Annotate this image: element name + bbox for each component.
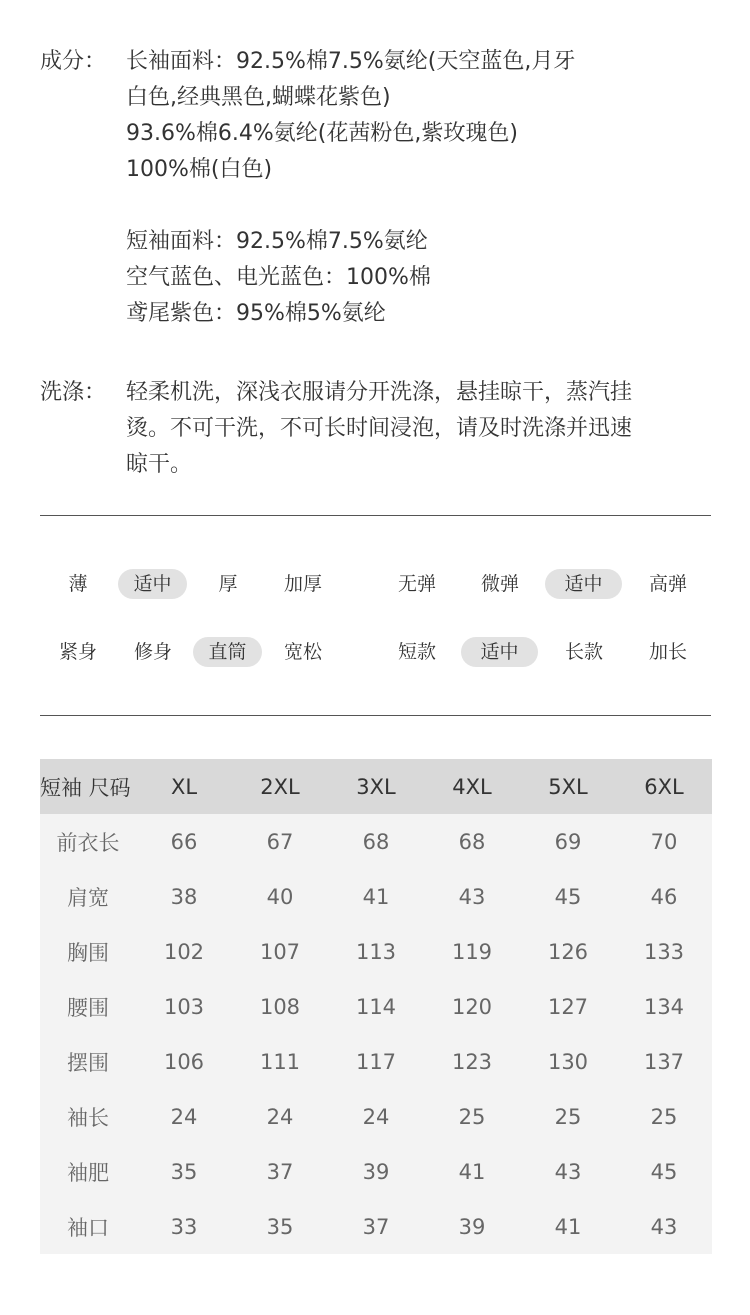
table-cell: 24: [170, 1104, 198, 1129]
table-cell: 38: [170, 884, 198, 909]
row-label: 袖肥: [67, 1160, 109, 1185]
table-row: [40, 1144, 712, 1199]
table-cell: 43: [554, 1159, 582, 1184]
wash-line: 轻柔机洗，深浅衣服请分开洗涤，悬挂晾干，蒸汽挂: [126, 380, 633, 405]
attr-option: 加长: [648, 641, 687, 663]
row-label: 肩宽: [67, 885, 109, 910]
composition-section: [40, 44, 712, 332]
table-cell: 68: [458, 829, 486, 854]
table-cell: 24: [362, 1104, 390, 1129]
attr-option: 薄: [68, 573, 88, 595]
wash-line: 晾干。: [126, 452, 193, 477]
composition-short-sleeve-line: 空气蓝色、电光蓝色：100%棉: [126, 265, 431, 290]
table-row: [40, 1089, 712, 1144]
composition-label: 成分：: [40, 49, 107, 74]
header-cell: 短袖 尺码: [40, 775, 131, 800]
table-cell: 127: [547, 994, 589, 1019]
table-cell: 68: [362, 829, 390, 854]
table-cell: 69: [554, 829, 582, 854]
table-cell: 45: [650, 1159, 678, 1184]
row-label: 袖口: [67, 1215, 109, 1240]
table-cell: 67: [266, 829, 294, 854]
composition-short-sleeve-line: 短袖面料：92.5%棉7.5%氨纶: [126, 229, 428, 254]
table-cell: 114: [355, 994, 397, 1019]
attr-option-selected: 适中: [118, 569, 187, 599]
wash-section: [40, 375, 712, 483]
table-cell: 37: [266, 1159, 294, 1184]
table-row: [40, 1199, 712, 1254]
header-cell: 2XL: [260, 774, 300, 799]
attr-option-selected: 直筒: [193, 637, 262, 667]
composition-short-sleeve-line: 鸢尾紫色：95%棉5%氨纶: [126, 301, 386, 326]
table-cell: 25: [458, 1104, 486, 1129]
table-row: [40, 1034, 712, 1089]
table-cell: 102: [163, 939, 205, 964]
attr-option-selected: 适中: [461, 637, 538, 667]
table-cell: 126: [547, 939, 589, 964]
wash-label: 洗涤：: [40, 380, 107, 405]
table-cell: 66: [170, 829, 198, 854]
table-cell: 39: [362, 1159, 390, 1184]
header-cell: 4XL: [452, 774, 492, 799]
table-cell: 25: [650, 1104, 678, 1129]
table-cell: 137: [643, 1049, 685, 1074]
table-row: [40, 814, 712, 869]
table-cell: 35: [170, 1159, 198, 1184]
table-cell: 33: [170, 1214, 198, 1239]
table-cell: 37: [362, 1214, 390, 1239]
divider-top: [40, 515, 711, 516]
attr-option: 高弹: [648, 573, 687, 595]
header-cell: XL: [170, 774, 198, 799]
composition-line: 白色,经典黑色,蝴蝶花紫色): [126, 85, 391, 110]
attr-option: 短款: [397, 641, 436, 663]
table-row: [40, 869, 712, 924]
table-cell: 41: [362, 884, 390, 909]
table-cell: 106: [163, 1049, 205, 1074]
row-label: 袖长: [67, 1105, 109, 1130]
attr-option: 修身: [133, 641, 172, 663]
attr-option: 微弹: [480, 573, 519, 595]
size-table: [40, 759, 712, 1254]
header-cell: 5XL: [548, 774, 588, 799]
table-cell: 113: [355, 939, 397, 964]
attr-option-selected: 适中: [545, 569, 622, 599]
composition-line: 93.6%棉6.4%氨纶(花茜粉色,紫玫瑰色): [126, 121, 518, 146]
table-cell: 40: [266, 884, 294, 909]
row-label: 前衣长: [56, 830, 120, 855]
table-cell: 24: [266, 1104, 294, 1129]
attr-option: 无弹: [397, 573, 436, 595]
attr-option: 加厚: [283, 573, 322, 595]
table-cell: 123: [451, 1049, 493, 1074]
row-label: 腰围: [67, 995, 109, 1020]
header-cell: 6XL: [644, 774, 684, 799]
table-cell: 41: [554, 1214, 582, 1239]
table-cell: 43: [458, 884, 486, 909]
table-cell: 103: [163, 994, 205, 1019]
table-cell: 45: [554, 884, 582, 909]
table-cell: 111: [259, 1049, 301, 1074]
table-cell: 70: [650, 829, 678, 854]
table-cell: 35: [266, 1214, 294, 1239]
table-cell: 133: [643, 939, 685, 964]
row-label: 摆围: [67, 1050, 109, 1075]
table-cell: 25: [554, 1104, 582, 1129]
table-cell: 108: [259, 994, 301, 1019]
table-cell: 120: [451, 994, 493, 1019]
table-cell: 117: [355, 1049, 397, 1074]
table-cell: 107: [259, 939, 301, 964]
attr-option: 厚: [218, 573, 238, 595]
table-cell: 41: [458, 1159, 486, 1184]
composition-line: 100%棉(白色): [126, 157, 273, 182]
attr-option: 长款: [564, 641, 603, 663]
wash-line: 烫。不可干洗，不可长时间浸泡，请及时洗涤并迅速: [126, 416, 633, 441]
size-table-header: [40, 759, 712, 814]
attr-option: 紧身: [58, 641, 97, 663]
table-cell: 39: [458, 1214, 486, 1239]
table-cell: 46: [650, 884, 678, 909]
table-row: [40, 924, 712, 979]
composition-line: 长袖面料：92.5%棉7.5%氨纶(天空蓝色,月牙: [126, 49, 576, 74]
table-cell: 134: [643, 994, 685, 1019]
table-cell: 119: [451, 939, 493, 964]
row-label: 胸围: [67, 940, 109, 965]
table-cell: 130: [547, 1049, 589, 1074]
header-cell: 3XL: [356, 774, 396, 799]
attr-option: 宽松: [283, 641, 322, 663]
divider-bottom: [40, 715, 711, 716]
table-cell: 43: [650, 1214, 678, 1239]
table-row: [40, 979, 712, 1034]
